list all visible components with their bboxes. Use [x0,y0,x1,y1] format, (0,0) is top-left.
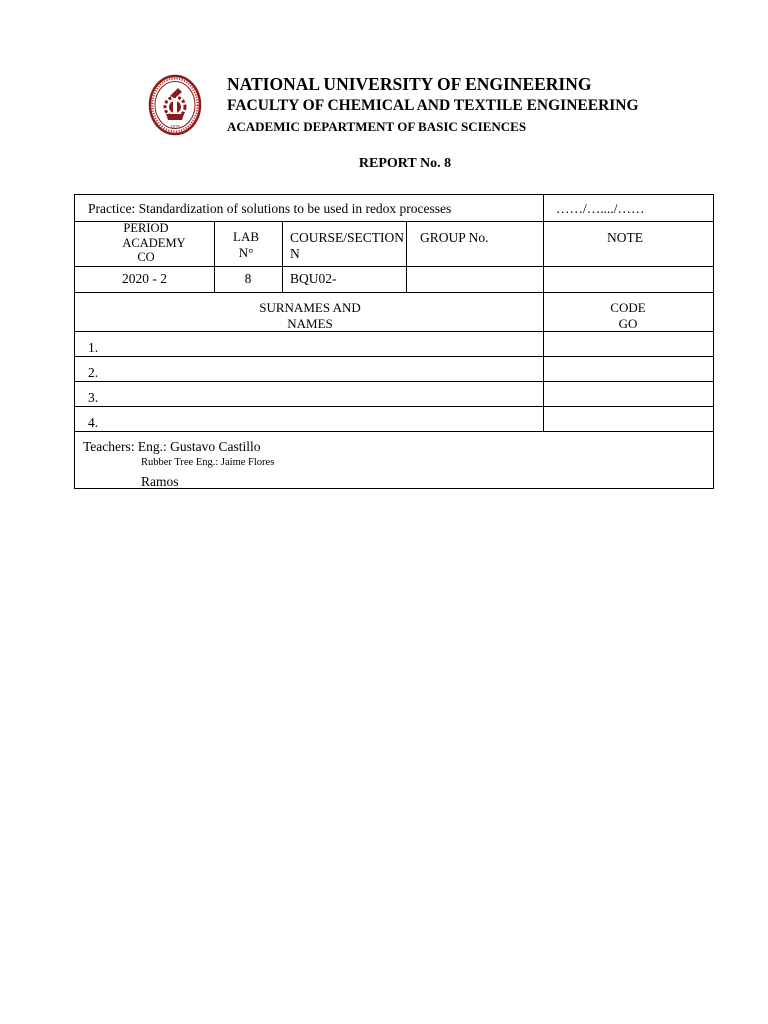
practice-title: Practice: Standardization of solutions to be used in redox processes [88,201,452,216]
course-section-value[interactable]: BQU02- [290,271,337,286]
group-value[interactable] [420,271,530,287]
teachers-line-2: Rubber Tree Eng.: Jaime Flores [141,457,275,468]
row-divider [75,406,713,407]
row-divider [75,356,713,357]
student-row-3[interactable]: 3. [88,390,99,405]
period-header: PERIOD ACADEMY CO [122,221,186,264]
row-divider [75,431,713,432]
column-divider [406,221,407,292]
column-divider [543,195,544,292]
column-divider [543,292,544,431]
column-divider [282,221,283,292]
report-title: REPORT No. 8 [358,156,452,171]
row-divider [75,266,713,267]
row-divider [75,292,713,293]
teachers-line-3: Ramos [141,474,179,489]
student-row-2[interactable]: 2. [88,365,99,380]
note-value[interactable] [555,271,705,287]
period-value[interactable]: 2020 - 2 [122,271,167,286]
code-header: CODE GO [610,300,646,331]
course-section-header: COURSE/SECTION N [290,230,405,261]
group-header: GROUP No. [420,230,489,245]
teachers-line: Teachers: Eng.: Gustavo Castillo [83,439,261,454]
svg-text:1876: 1876 [169,124,181,129]
faculty-name: FACULTY OF CHEMICAL AND TEXTILE ENGINEERING [227,97,639,114]
report-form-table [74,194,714,489]
lab-header: LAB N° [233,229,259,260]
surnames-names-header: SURNAMES AND NAMES [259,300,361,331]
date-field[interactable]: ……/…..../…… [556,201,645,216]
student-row-4[interactable]: 4. [88,415,99,430]
lab-value[interactable]: 8 [244,271,252,286]
department-name: ACADEMIC DEPARTMENT OF BASIC SCIENCES [227,119,527,134]
university-seal-logo [148,74,202,136]
row-divider [75,381,713,382]
note-header: NOTE [607,230,643,245]
student-row-1[interactable]: 1. [88,340,99,355]
university-name: NATIONAL UNIVERSITY OF ENGINEERING [227,74,592,94]
